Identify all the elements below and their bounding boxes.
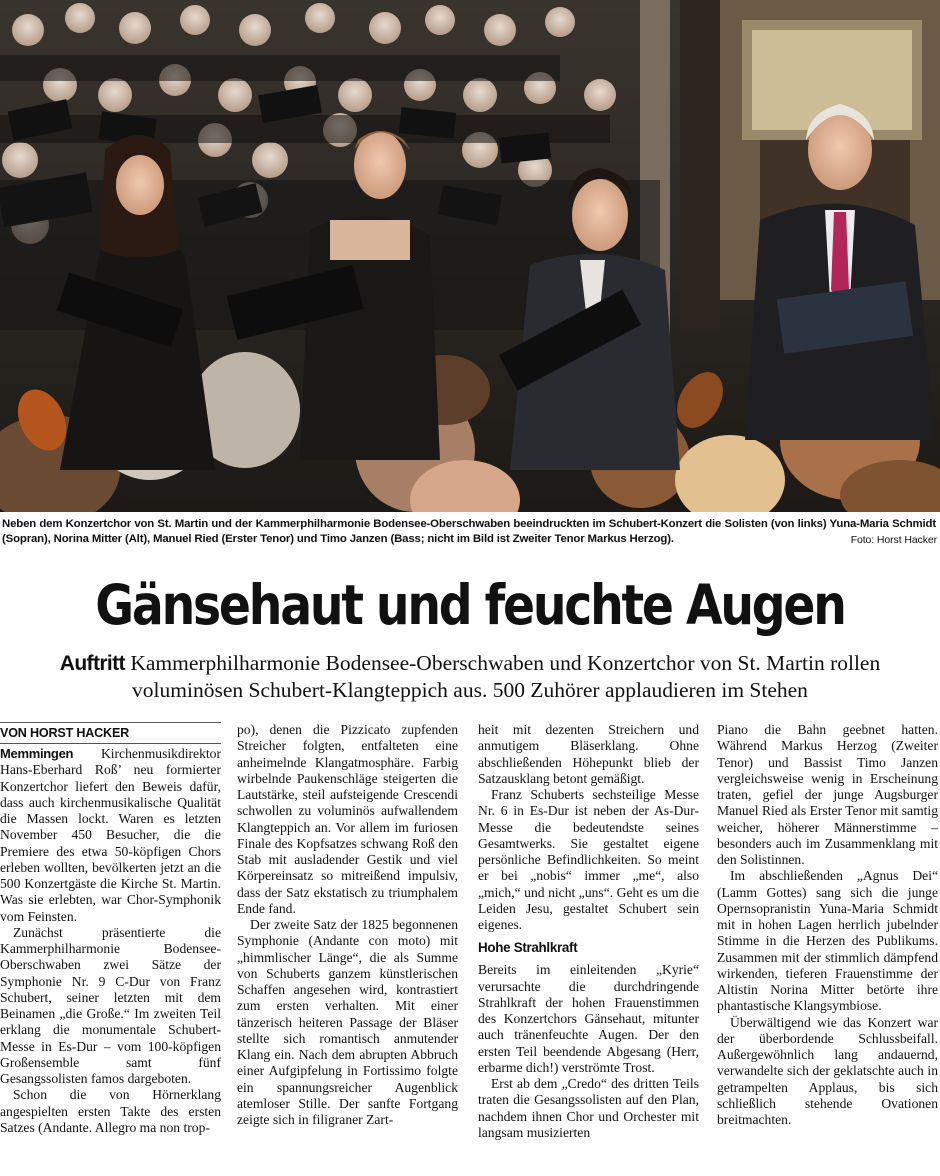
- dateline-location: Memmingen: [0, 746, 74, 761]
- paragraph: Zunächst präsentierte die Kammerphilharmonie Bodensee-Oberschwaben zwei Sätze der Symphonie Nr. 9 C-Dur von Franz Schubert, seiner letzten mit dem Beinamen „die Große.“ Im zweiten Teil erklang die monumentale Schubert-Messe in Es-Dur – vom 100-köpfigen Großensemble samt fünf Gesangssolisten famos dargeboten.: [0, 924, 221, 1086]
- paragraph: Im abschließenden „Agnus Dei“ (Lamm Gottes) sang sich die junge Opernsopranistin Yuna-Maria Schmidt mit in hohen Lagen herrlich jubelnder Stimme in die Herzen des Publikums. Zusammen mit der stimmlich dämpfend wirkenden, tieferen Frauenstimme der Altistin Norina Mitter betörte ihre phantastische Klangsymbiose.: [717, 868, 938, 1014]
- paragraph: Schon die von Hörnerklang angespielten ersten Takte des ersten Satzes (Andante. Allegro ma non trop-: [0, 1087, 221, 1135]
- caption-text: Neben dem Konzertchor von St. Martin und der Kammerphilharmonie Bodensee-Oberschwaben beeindruckten im Schubert-Konzert die Solisten (von links) Yuna-Maria Schmidt (Sopran), Norina Mitter (Alt), Manuel Ried (Erster Tenor) und Timo Janzen (Bass; nicht im Bild ist Zweiter Tenor Markus Herzog).: [2, 518, 936, 545]
- paragraph: Bereits im einleitenden „Kyrie“ verursachte die durchdringende Strahlkraft der hohen Frauenstimmen des Konzertchors Gänsehaut, mitunter auch tränenfeuchte Augen. Der den ersten Teil beendende Abgesang (Herr, erbarme dich!) verströmte Trost.: [478, 962, 699, 1075]
- photo-caption: [2, 517, 936, 547]
- section-subtitle: Hohe Strahlkraft: [478, 940, 578, 956]
- article-column-3: [478, 722, 699, 1174]
- paragraph: Erst ab dem „Credo“ des dritten Teils traten die Gesangssolisten auf den Plan, nachdem ihnen Chor und Orchester mit langsam musizierten: [478, 1076, 699, 1140]
- photo-credit: Foto: Horst Hacker: [843, 534, 937, 546]
- paragraph: po), denen die Pizzicato zupfenden Streicher folgten, entfalteten eine anheimelnde Klangatmosphäre. Farbig wirbelnde Paukenschläge steigerten die Lautstärke, steil aufsteigende Crescendi schwollen zu voluminös aufwallendem Klangteppich an. Vor allem im furiosen Finale des Kopfsatzes schwang Roß den Stab mit ausladender Gestik und viel Körpereinsatz so mitreißend impulsiv, dass der Satz ekstatisch zu triumphalem Ende fand.: [237, 722, 458, 916]
- article-column-2: [237, 722, 458, 1174]
- paragraph: Der zweite Satz der 1825 begonnenen Symphonie (Andante con moto) mit „himmlischer Länge“, die als Summe von Schuberts ganzem künstlerischen Schaffen angesehen wird, kontrastiert zum ersten verhalten. Mit einer tänzerisch heiteren Passage der Bläser stellte sich romantisch anmutender Klang ein. Nach dem abrupten Abbruch einer Aufgipfelung in Fortissimo folgte ein spannungsreicher Augenblick atemloser Stille. Der sanfte Fortgang zeigte sich in filigraner Zart-: [237, 917, 458, 1127]
- paragraph: Piano die Bahn geebnet hatten. Während Markus Herzog (Zweiter Tenor) und Bassist Timo Janzen vergleichsweise wenig in Erscheinung traten, gefiel der junge Augsburger Manuel Ried als Erster Tenor mit samtig weicher, höherer Männerstimme – besonders auch im Zusammenklang mit den Solistinnen.: [717, 722, 938, 867]
- article-headline: Gänsehaut und feuchte Augen: [95, 573, 845, 637]
- concert-photo: [0, 0, 940, 512]
- paragraph: Franz Schuberts sechsteilige Messe Nr. 6 in Es-Dur ist neben der As-Dur-Messe die bedeutendste seines Gesamtwerks. Sie gestaltet eigene persönliche Befindlichkeiten. So meint er bei „nobis“ immer „me“, also „mich,“ und nicht „uns“. Geht es um die Leiden Jesu, gestaltet Schubert sein eigenes.: [478, 787, 699, 932]
- subhead-text: Kammerphilharmonie Bodensee-Oberschwaben und Konzertchor von St. Martin rollen voluminösen Schubert-Klangteppich aus. 500 Zuhörer applaudieren im Stehen: [130, 651, 881, 702]
- paragraph: heit mit dezenten Streichern und anmutigem Bläserklang. Ohne abschließenden Höhepunkt blieb der Satzausklang betont gemäßigt.: [478, 722, 699, 786]
- article-column-4: [717, 722, 938, 1174]
- subhead-kicker: Auftritt: [59, 652, 125, 675]
- article-subheadline: [14, 650, 926, 704]
- paragraph-text: Kirchenmusikdirektor Hans-Eberhard Roß’ neu formierter Konzertchor liefert den Beweis dafür, dass auch kirchenmusikalische Qualität die Massen lockt. Waren es letzten November 450 Besucher, die die Premiere des etwa 50-köpfigen Chors erleben wollten, bevölkerten jetzt an die 500 Konzertgäste die Kirche St. Martin. Was sie erlebten, war Chor-Symphonik vom Feinsten.: [0, 746, 221, 924]
- byline: VON HORST HACKER: [0, 722, 221, 744]
- article-body: [0, 722, 940, 1176]
- paragraph: Überwältigend wie das Konzert war der überbordende Schlussbeifall. Außergewöhnlich lang andauernd, verwandelte sich der geklatschte auch in getrampelten Applaus, bis sich schließlich stehende Ovationen breitmachten.: [717, 1014, 938, 1127]
- paragraph: [0, 746, 221, 925]
- article-column-1: [0, 722, 221, 1174]
